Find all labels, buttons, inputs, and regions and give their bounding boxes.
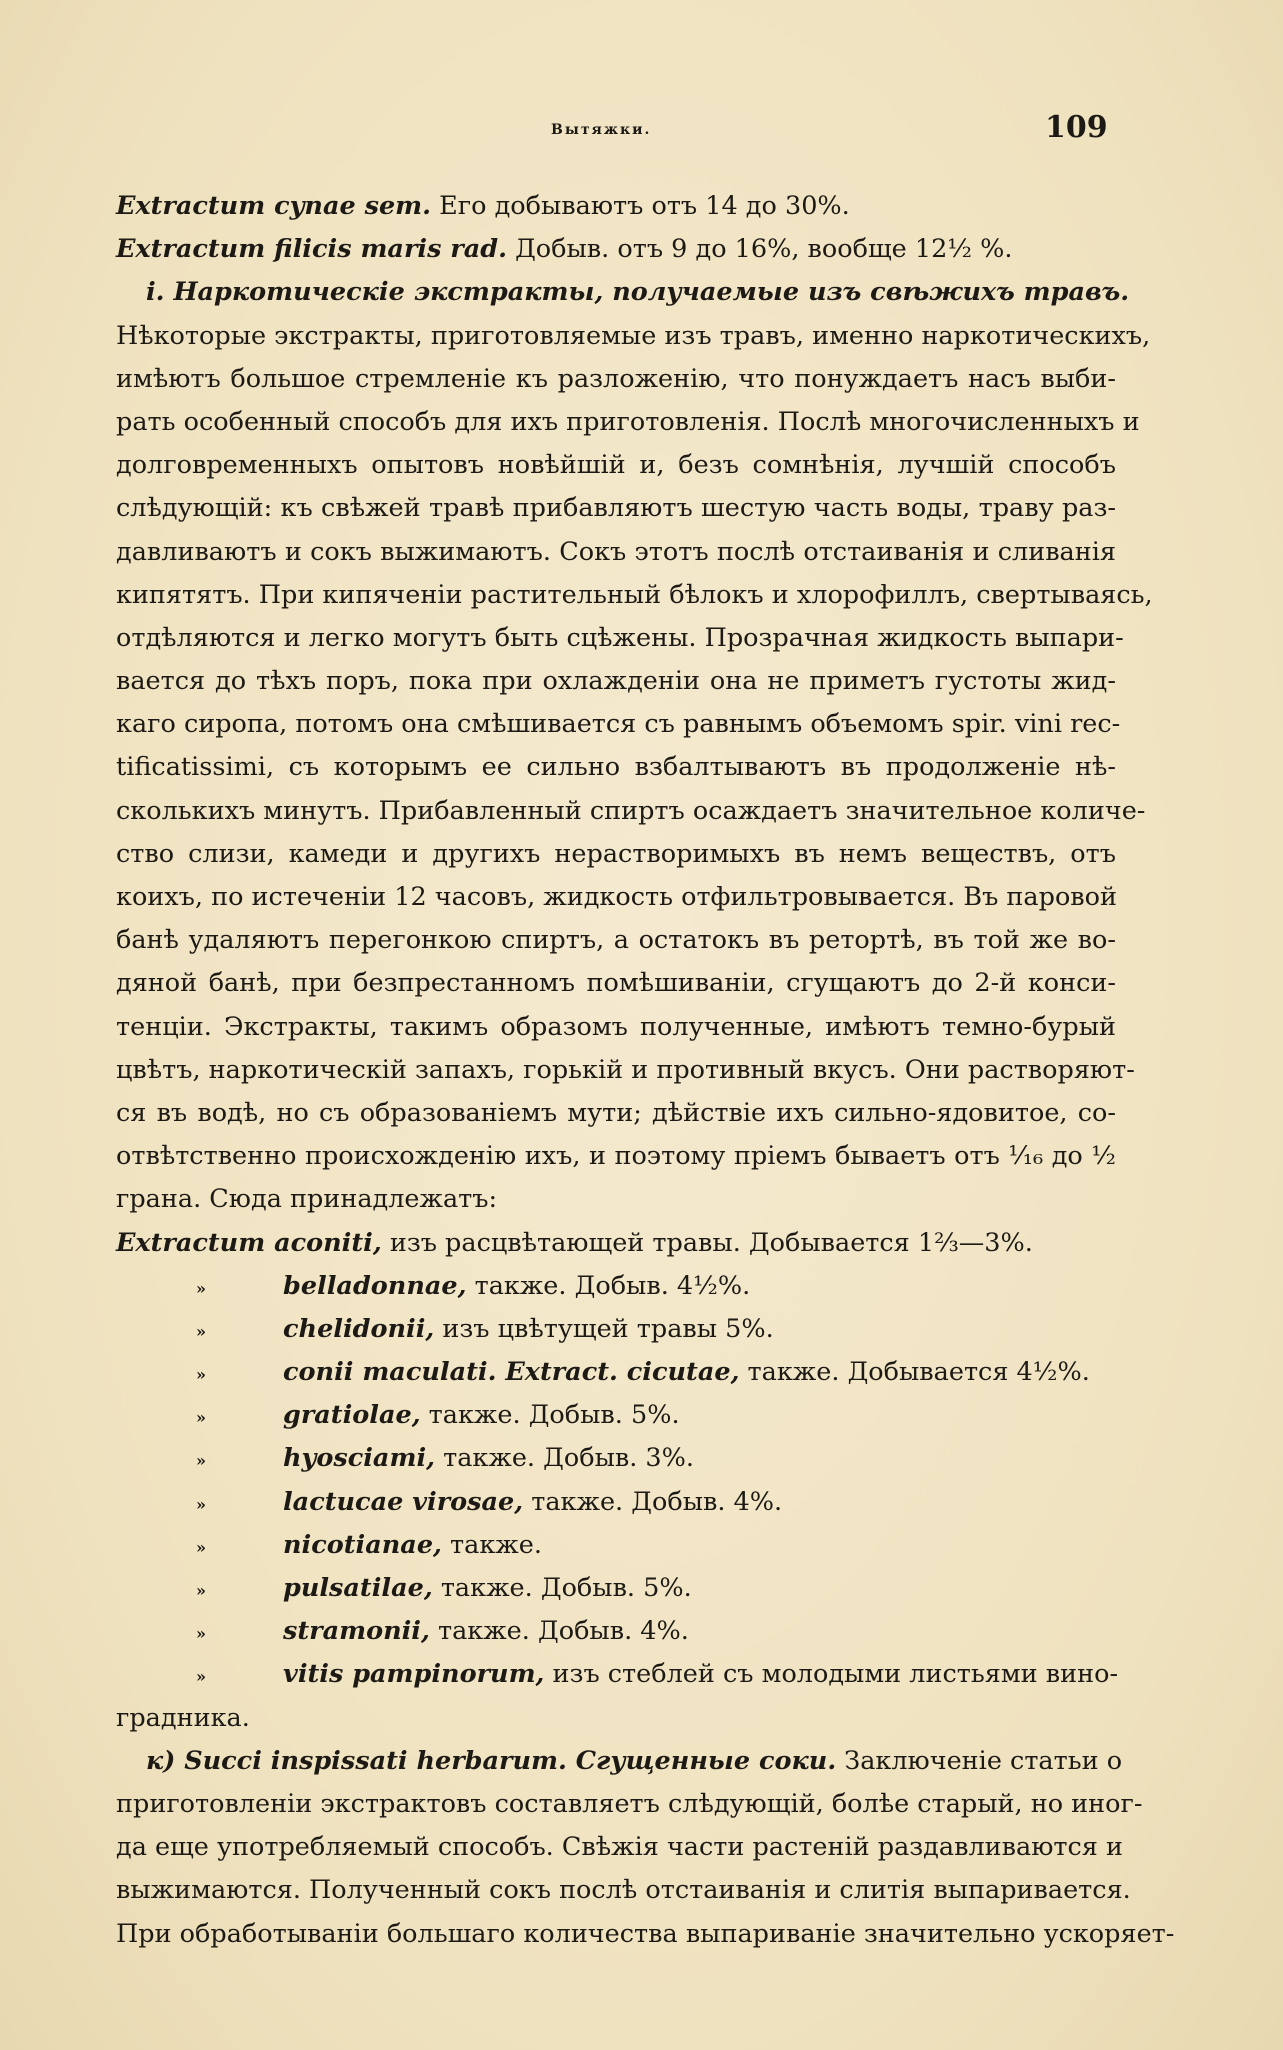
text-run: тенціи. Экстракты, такимъ образомъ полученные, имѣютъ темно-бурый: [116, 1011, 1116, 1042]
ditto-mark: »: [196, 1624, 206, 1644]
text-run: изъ расцвѣтающей травы. Добывается 1⅔—3%.: [381, 1227, 1033, 1258]
ditto-mark: »: [196, 1494, 206, 1514]
text-line: [116, 1049, 1135, 1092]
text-run: грана. Сюда принадлежатъ:: [116, 1184, 498, 1215]
text-run: также. Добыв. 5%.: [432, 1573, 692, 1603]
text-line: [116, 919, 1116, 962]
text-run: Заключеніе статьи о: [836, 1745, 1123, 1776]
running-head: Вытяжки.: [551, 122, 652, 138]
text-run: также.: [441, 1529, 542, 1560]
page-number: 109: [1045, 110, 1108, 145]
ditto-mark: »: [196, 1667, 206, 1687]
text-run: долговременныхъ опытовъ новѣйшій и, безъ сомнѣнія, лучшій способъ: [116, 450, 1116, 481]
ditto-mark: »: [196, 1451, 206, 1471]
ditto-mark: »: [196, 1278, 206, 1298]
latin-term: pulsatilae,: [283, 1573, 433, 1603]
text-run: Его добываютъ отъ 14 до 30%.: [431, 191, 850, 221]
text-line: [116, 228, 1116, 271]
text-run: ся въ водѣ, но съ образованіемъ мути; дѣйствіе ихъ сильно-ядовитое, со-: [116, 1097, 1116, 1128]
latin-term: chelidonii,: [283, 1313, 435, 1344]
text-run: приготовленіи экстрактовъ составляетъ слѣдующій, болѣе старый, но иног-: [116, 1788, 1143, 1819]
text-line: [116, 401, 1140, 444]
text-run: банѣ удаляютъ перегонкою спиртъ, а остатокъ въ ретортѣ, въ той же во-: [116, 925, 1116, 956]
text-run: каго сиропа, потомъ она смѣшивается съ равнымъ объемомъ spir. vini rec-: [116, 709, 1121, 740]
text-run: имѣютъ большое стремленіе къ разложенію, что понуждаетъ насъ выби-: [116, 363, 1116, 394]
text-line: [116, 746, 1116, 789]
latin-term: hyosciami,: [283, 1443, 436, 1474]
text-run: выжимаются. Полученный сокъ послѣ отстаиванія и слитія выпаривается.: [116, 1875, 1131, 1906]
latin-term: stramonii,: [283, 1616, 430, 1647]
text-line: [116, 876, 1116, 919]
latin-term: nicotianae,: [283, 1529, 442, 1560]
text-run: рать особенный способъ для ихъ приготовленія. Послѣ многочисленныхъ и: [116, 406, 1140, 437]
text-run: отвѣтственно происхожденію ихъ, и поэтому пріемъ бываетъ отъ ¹⁄₁₆ до ½: [116, 1141, 1116, 1172]
latin-term: Extractum aconiti,: [116, 1227, 382, 1258]
extract-entry-text: [206, 1394, 680, 1437]
text-run: также. Добыв. 4%.: [429, 1616, 689, 1647]
extract-entry: [116, 1394, 1116, 1437]
extract-entry-text: [206, 1653, 1118, 1696]
latin-term: Extractum cynae sem.: [116, 191, 432, 221]
text-line: [116, 487, 1116, 530]
text-line: [116, 1222, 1116, 1265]
latin-term: lactucae virosae,: [283, 1486, 524, 1517]
extract-entry: [116, 1653, 1119, 1696]
extract-entry-text: [206, 1265, 750, 1308]
text-line: [116, 660, 1116, 703]
latin-term: i. Наркотическіе экстракты, получаемые изъ свѣжихъ травъ.: [146, 277, 1130, 308]
text-run: коихъ, по истеченіи 12 часовъ, жидкость отфильтровывается. Въ паровой: [116, 882, 1118, 912]
text-run: градника.: [116, 1702, 250, 1733]
text-line: [116, 703, 1121, 746]
text-line: [116, 1006, 1116, 1049]
text-run: цвѣтъ, наркотическій запахъ, горькій и противный вкусъ. Они растворяют-: [116, 1054, 1135, 1085]
text-line: [116, 790, 1146, 833]
text-run: сколькихъ минутъ. Прибавленный спиртъ осаждаетъ значительное количе-: [116, 795, 1146, 826]
ditto-mark: »: [196, 1321, 206, 1341]
text-run: давливаютъ и сокъ выжимаютъ. Сокъ этотъ послѣ отстаиванія и сливанія: [116, 536, 1116, 567]
text-line: [116, 185, 1116, 228]
text-line: [116, 1913, 1175, 1956]
page-body: [116, 185, 1175, 1956]
text-line: [116, 1783, 1143, 1826]
ditto-mark: »: [196, 1581, 206, 1600]
extract-entry-text: [206, 1610, 689, 1653]
extract-entry: [116, 1351, 1116, 1394]
ditto-mark: »: [196, 1537, 206, 1557]
extract-entry-text: [206, 1567, 692, 1610]
latin-term: gratiolae,: [283, 1400, 421, 1431]
extract-entry: [116, 1308, 1116, 1351]
extract-entry-text: [206, 1308, 774, 1351]
latin-term: к) Succi inspissati herbarum. Сгущенные соки.: [146, 1745, 837, 1776]
text-line: [116, 315, 1151, 358]
text-line: [116, 358, 1116, 401]
page-header: [0, 110, 1283, 150]
text-run: дяной банѣ, при безпрестанномъ помѣшиваніи, сгущаютъ до 2-й конси-: [116, 968, 1116, 999]
text-run: изъ цвѣтущей травы 5%.: [434, 1313, 774, 1344]
ditto-mark: »: [196, 1365, 206, 1385]
text-run: кипятятъ. При кипяченіи растительный бѣлокъ и хлорофиллъ, свертываясь,: [116, 579, 1153, 610]
text-run: ство слизи, камеди и другихъ нерастворимыхъ въ немъ веществъ, отъ: [116, 838, 1116, 869]
latin-term: vitis pampinorum,: [283, 1659, 545, 1690]
extract-entry: [116, 1437, 1116, 1480]
main-text: [116, 185, 1153, 1265]
extract-entry: [116, 1481, 1116, 1524]
succi-section: [116, 1697, 1175, 1956]
extract-entry: [116, 1567, 1116, 1610]
text-line: [116, 1092, 1116, 1135]
text-run: При обработываніи большаго количества выпариваніе значительно ускоряет-: [116, 1918, 1175, 1949]
text-line: [116, 1697, 1116, 1740]
latin-term: Extractum filicis maris rad.: [116, 234, 507, 265]
text-run: Добыв. отъ 9 до 16%, вообще 12½ %.: [506, 234, 1013, 265]
text-line: [116, 1826, 1123, 1869]
latin-term: belladonnae,: [283, 1270, 467, 1301]
ditto-mark: »: [196, 1408, 206, 1428]
text-run: tificatissimi, съ которымъ ее сильно взбалтываютъ въ продолженіе нѣ-: [116, 752, 1116, 783]
extract-entry-text: [206, 1437, 694, 1480]
text-run: Нѣкоторые экстракты, приготовляемые изъ травъ, именно наркотическихъ,: [116, 320, 1151, 351]
text-run: вается до тѣхъ поръ, пока при охлажденіи она не приметъ густоты жид-: [116, 666, 1116, 697]
text-line: [116, 617, 1124, 660]
extract-entry-text: [206, 1481, 782, 1524]
text-line: [116, 962, 1116, 1005]
text-line: [116, 833, 1116, 876]
text-run: также. Добыв. 5%.: [420, 1400, 680, 1431]
text-run: изъ стеблей съ молодыми листьями вино-: [544, 1659, 1119, 1690]
extract-entry-text: [206, 1351, 1090, 1394]
text-line: [116, 271, 1130, 314]
text-run: да еще употребляемый способъ. Свѣжія части растеній раздавливаются и: [116, 1832, 1123, 1863]
text-line: [116, 531, 1116, 574]
text-run: также. Добыв. 3%.: [435, 1443, 694, 1474]
extract-entry: [116, 1524, 1116, 1567]
extract-entry: [116, 1610, 1116, 1653]
text-run: также. Добывается 4½%.: [739, 1357, 1090, 1388]
text-run: также. Добыв. 4%.: [523, 1486, 783, 1517]
text-line: [116, 1135, 1116, 1178]
text-line: [116, 574, 1153, 617]
text-line: [116, 1740, 1123, 1783]
extract-entry: [116, 1265, 1116, 1308]
text-run: также. Добыв. 4½%.: [466, 1270, 751, 1301]
text-line: [116, 1178, 1116, 1221]
text-line: [116, 1869, 1131, 1912]
extract-entry-text: [206, 1524, 542, 1567]
text-run: слѣдующій: къ свѣжей травѣ прибавляютъ шестую часть воды, траву раз-: [116, 493, 1116, 524]
text-line: [116, 444, 1116, 487]
latin-term: conii maculati. Extract. cicutae,: [283, 1357, 740, 1388]
extract-list: [116, 1265, 1119, 1697]
text-run: отдѣляются и легко могутъ быть сцѣжены. Прозрачная жидкость выпари-: [116, 622, 1124, 653]
